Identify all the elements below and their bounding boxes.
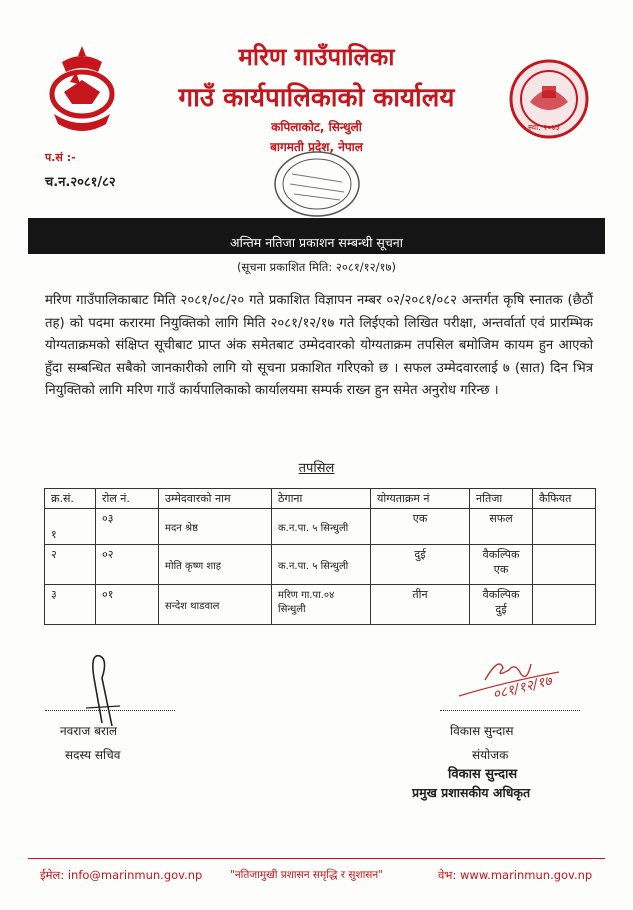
right-signer-name: विकास सुन्दास [450,724,514,738]
header-roll: रोल नं. [96,489,159,509]
cell-name: मोति कृष्ण शाह [159,545,272,585]
cell-rank: दुई [371,545,470,585]
left-signature-icon [72,648,132,728]
logo-year: स्था. २०७३ [528,123,560,132]
cell-sn: ३ [45,585,96,625]
notice-body: मरिण गाउँपालिकाबाट मिति २०८१/०८/२० गते प्रकाशित विज्ञापन नम्बर ०२/२०८१/०८२ अन्तर्गत कृषि स्नातक (छैठौं तह) को पदमा करारमा नियुक्तिको लागि मिति २०८१/१२/१७ गते लिईएको लिखित परीक्षा, अन्तर्वार्ता एवं प्रारम्भिक योग्यताक्रमको संक्षिप्त सूचीबाट प्राप्त अंक समेतबाट उम्मेदवारको योग्यताक्रम तपसिल बमोजिम कायम हुन आएको हुँदा सम्बन्धित सबैको जानकारीको लागि यो सूचना प्रकाशित गरिएको छ । सफल उम्मेदवारलाई ७ (सात) दिन भित्र नियुक्तिको लागि मरिण गाउँ कार्यपालिकाको कार्यालयमा सम्पर्क राख्न हुन समेत अनुरोध गरिन्छ । [45,293,593,398]
left-signer-title: सदस्य सचिव [65,748,121,762]
footer-slogan: "नतिजामुखी प्रशासन समृद्धि र सुशासन" [230,869,384,881]
header-remarks: कैफियत [533,489,596,509]
notice-date: (सूचना प्रकाशित मिति: २०८१/१२/१७) [237,260,396,274]
address-line-2: बागमती प्रदेश, नेपाल [270,140,363,154]
handwritten-date: ०८१/१२/१७ [491,672,554,704]
cell-roll: ०२ [96,545,159,585]
footer-web: वेभ: www.marinmun.gov.np [438,868,593,882]
header-name: उम्मेदवारको नाम [159,489,272,509]
stamp-title: प्रमुख प्रशासकीय अधिकृत [412,785,531,800]
stamp-name: विकास सुन्दास [448,767,518,782]
cell-address: मरिण गा.पा.०४ सिन्धुली [272,585,371,625]
table-row [45,585,596,625]
notice-banner [28,232,605,254]
office-title: गाउँ कार्यपालिकाको कार्यालय [178,83,455,113]
address-line-1: कपिलाकोट, सिन्धुली [271,120,362,134]
header-rank: योग्यताक्रम नं [371,489,470,509]
table-heading: तपसिल [298,461,335,476]
cell-name: सन्देश थाडवाल [159,585,272,625]
left-signature-line [45,710,175,711]
cell-roll: ०३ [96,509,159,545]
ps-number: प.सं :- [45,151,76,164]
header-result: नतिजा [470,489,533,509]
cell-rank: एक [371,509,470,545]
header-divider [28,218,605,232]
results-table [44,488,596,625]
cell-remarks [533,545,596,585]
cell-result: सफल [470,509,533,545]
cell-address: क.न.पा. ५ सिन्धुली [272,545,371,585]
table-row [45,545,596,585]
header-sn: क्र.सं. [45,489,96,509]
right-signature-line [440,710,580,711]
cell-name: मदन श्रेष्ठ [159,509,272,545]
cell-result: वैकल्पिक एक [470,545,533,585]
footer-email: ईमेल: info@marinmun.gov.np [40,868,203,882]
cell-remarks [533,509,596,545]
municipality-title: मरिण गाउँपालिका [238,43,395,71]
cell-result: वैकल्पिक दुई [470,585,533,625]
right-signer-title: संयोजक [472,748,509,762]
cell-sn: १ [45,509,96,545]
office-stamp-icon [272,148,362,220]
cn-number: च.न.२०८१/८२ [45,175,116,190]
cell-address: क.न.पा. ५ सिन्धुली [272,509,371,545]
left-signer-name: नवराज बराल [60,724,118,738]
header-address: ठेगाना [272,489,371,509]
table-header-row [45,489,596,509]
footer-divider [28,858,605,859]
cell-rank: तीन [371,585,470,625]
cell-sn: २ [45,545,96,585]
cell-remarks [533,585,596,625]
cell-roll: ०१ [96,585,159,625]
notice-banner-text: अन्तिम नतिजा प्रकाशन सम्बन्धी सूचना [230,235,403,250]
table-row [45,509,596,545]
